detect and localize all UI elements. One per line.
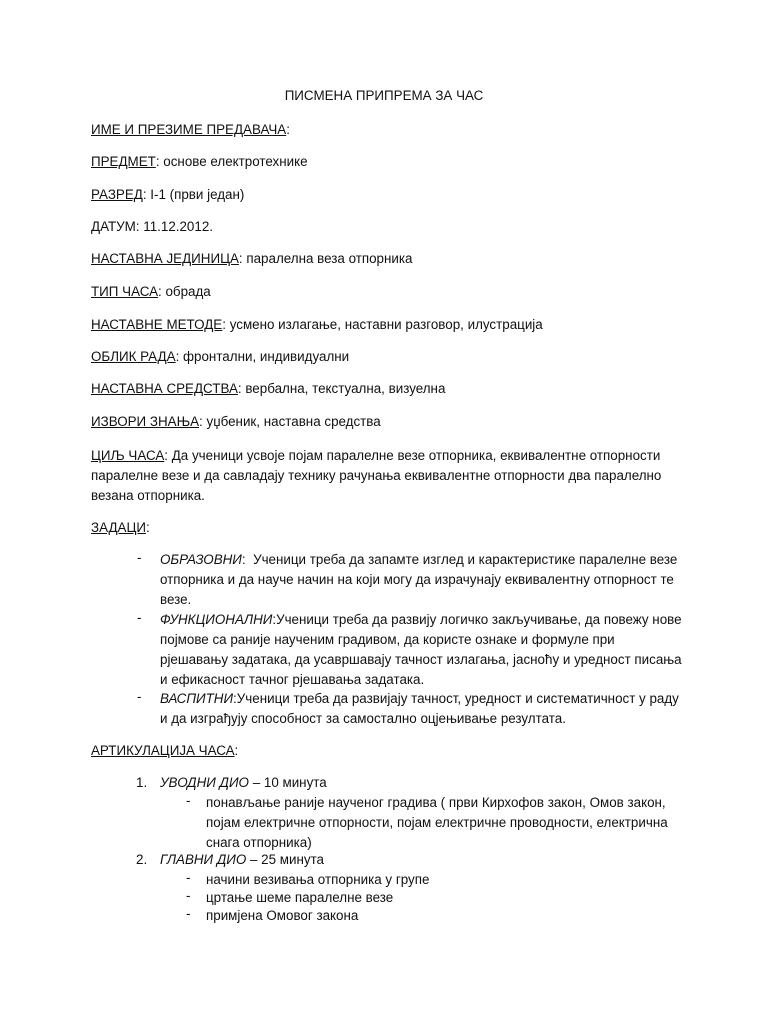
date-label: ДАТУМ	[91, 219, 136, 234]
main-sub-text: примјена Омовог закона	[206, 908, 359, 923]
functional-text: Ученици треба да развију логичко закључивање, да повежу нове појмове са раније наученим градивом, да користе ознаке и формуле при рјешавању задатака, да усавршавају тачност излагања, јасноћу и уредност писања и ефикасност тачног рјешавања задатака.	[160, 612, 682, 687]
type-label: ТИП ЧАСА	[91, 284, 159, 299]
main-sub-text: начини везивања отпорника у групе	[206, 872, 430, 887]
goal-paragraph: ЦИЉ ЧАСА: Да ученици усвоје појам паралелне везе отпорника, еквивалентне отпорности паралелне везе и да савладају технику рачунања еквивалентне отпорности два паралелно везана отпорника.	[91, 448, 662, 503]
list-dash: -	[137, 610, 142, 625]
type-value: обрада	[165, 284, 211, 299]
form-label: ОБЛИК РАДА	[91, 349, 176, 364]
grade-field: РАЗРЕД: I-1 (први један)	[91, 187, 245, 202]
functional-label: ФУНКЦИОНАЛНИ	[160, 612, 273, 627]
list-dash: -	[137, 689, 142, 704]
teacher-label: ИМЕ И ПРЕЗИМЕ ПРЕДАВАЧА	[91, 122, 287, 137]
unit-label: НАСТАВНА ЈЕДИНИЦА	[91, 251, 239, 266]
articulation-item-main: 2. ГЛАВНИ ДИО – 25 минута	[136, 852, 324, 867]
date-field: ДАТУМ: 11.12.2012.	[91, 219, 213, 234]
methods-field: НАСТАВНЕ МЕТОДЕ: усмено излагање, наставни разговор, илустрација	[91, 317, 543, 332]
main-sub-item	[186, 888, 686, 908]
articulation-item-intro: 1. УВОДНИ ДИО – 10 минута	[136, 775, 327, 790]
educational-text: Ученици треба да запамте изглед и карактеристике паралелне везе отпорника и да науче начин на који могу да израчунају еквивалентну отпорност те везе.	[160, 552, 678, 607]
list-number: 1.	[136, 775, 148, 790]
subject-value: основе електротехнике	[163, 154, 308, 169]
main-sub-text: цртање шеме паралелне везе	[206, 890, 394, 905]
list-dash: -	[137, 550, 142, 565]
subject-field: ПРЕДМЕТ: основе електротехнике	[91, 154, 308, 169]
aids-field: НАСТАВНА СРЕДСТВА: вербална, текстуална, визуелна	[91, 381, 446, 396]
page-title: ПИСМЕНА ПРИПРЕМА ЗА ЧАС	[284, 88, 484, 103]
unit-field: НАСТАВНА ЈЕДИНИЦА: паралелна веза отпорника	[91, 251, 413, 266]
main-sub-item	[186, 906, 686, 926]
form-value: фронтални, индивидуални	[183, 349, 350, 364]
main-time: 25 минута	[261, 852, 324, 867]
task-functional: - ФУНКЦИОНАЛНИ:Ученици треба да развију логичко закључивање, да повежу нове појмове са раније наученим градивом, да користе ознаке и формуле при рјешавању задатака, да усавршавају тачност излагања, јасноћу и уредност писања и ефикасност тачног рјешавања задатака.	[137, 610, 682, 687]
tasks-heading: ЗАДАЦИ:	[91, 520, 150, 535]
date-value: 11.12.2012.	[143, 219, 213, 234]
list-dash: -	[186, 793, 191, 808]
intro-time: 10 минута	[263, 775, 327, 790]
sources-field: ИЗВОРИ ЗНАЊА: уџбеник, наставна средства	[91, 414, 381, 429]
upbringing-text: Ученици треба да развијају тачност, уредност и систематичност у раду и да изграђују способност за самостално оцјењивање резултата.	[160, 691, 679, 726]
task-educational: - ОБРАЗОВНИ: Ученици треба да запамте изглед и карактеристике паралелне везе отпорника и да науче начин на који могу да израчунају еквивалентну отпорност те везе.	[137, 550, 678, 607]
list-dash: -	[186, 906, 191, 921]
tasks-heading-label: ЗАДАЦИ	[91, 520, 146, 535]
type-field: ТИП ЧАСА: обрада	[91, 284, 211, 299]
teacher-field: ИМЕ И ПРЕЗИМЕ ПРЕДАВАЧА:	[91, 122, 290, 137]
grade-value: I-1 (први један)	[150, 187, 245, 202]
aids-value: вербална, текстуална, визуелна	[245, 381, 446, 396]
intro-label: УВОДНИ ДИО	[160, 775, 249, 790]
articulation-heading: АРТИКУЛАЦИЈА ЧАСА:	[91, 743, 239, 758]
main-label: ГЛАВНИ ДИО	[160, 852, 247, 867]
goal-value: Да ученици усвоје појам паралелне везе отпорника, еквивалентне отпорности паралелне везе и да савладају технику рачунања еквивалентне отпорности два паралелно везана отпорника.	[91, 448, 662, 503]
goal-label: ЦИЉ ЧАСА	[91, 448, 165, 463]
sources-label: ИЗВОРИ ЗНАЊА	[91, 414, 200, 429]
aids-label: НАСТАВНА СРЕДСТВА	[91, 381, 238, 396]
list-number: 2.	[136, 852, 148, 867]
task-upbringing: - ВАСПИТНИ:Ученици треба да развијају тачност, уредност и систематичност у раду и да изграђују способност за самостално оцјењивање резултата.	[137, 689, 679, 726]
subject-label: ПРЕДМЕТ	[91, 154, 156, 169]
grade-label: РАЗРЕД	[91, 187, 143, 202]
list-dash: -	[186, 888, 191, 903]
form-field: ОБЛИК РАДА: фронтални, индивидуални	[91, 349, 350, 364]
articulation-heading-label: АРТИКУЛАЦИЈА ЧАСА	[91, 743, 235, 758]
methods-value: усмено излагање, наставни разговор, илустрација	[229, 317, 543, 332]
sources-value: уџбеник, наставна средства	[206, 414, 381, 429]
educational-label: ОБРАЗОВНИ	[160, 552, 242, 567]
main-sub-item	[186, 870, 686, 890]
unit-value: паралелна веза отпорника	[246, 251, 413, 266]
intro-sub-item	[186, 793, 686, 853]
list-dash: -	[186, 870, 191, 885]
upbringing-label: ВАСПИТНИ	[160, 691, 234, 706]
methods-label: НАСТАВНЕ МЕТОДЕ	[91, 317, 223, 332]
intro-sub-text: понављање раније наученог градива ( први Кирхофов закон, Омов закон, појам електричне отпорности, појам електричне проводности, електрична снага отпорника)	[206, 795, 668, 850]
